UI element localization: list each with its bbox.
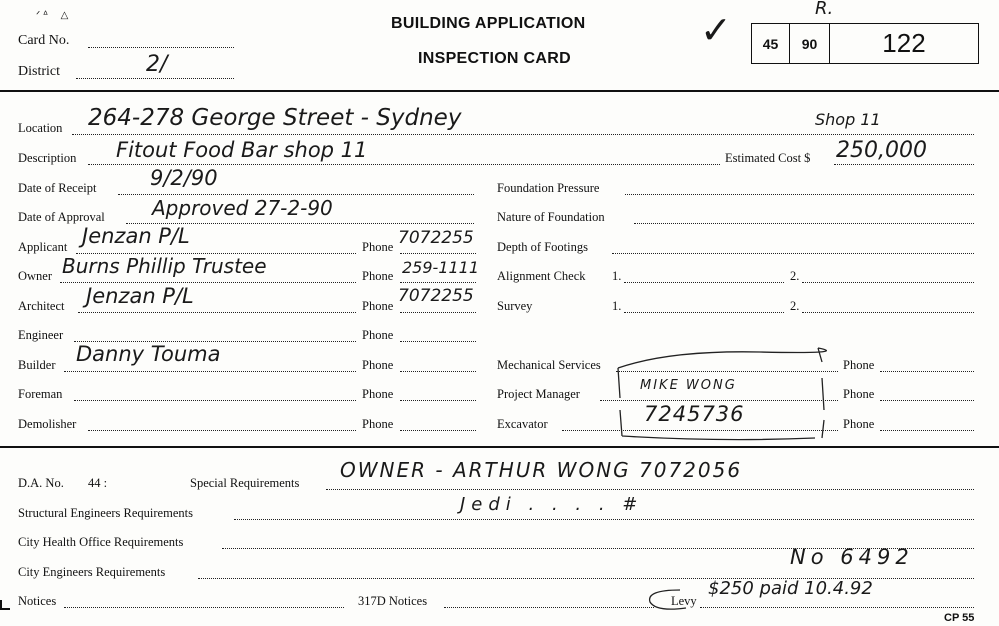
estimated-cost-value: 250,000: [836, 138, 927, 163]
builder-phone-label: Phone: [362, 358, 394, 372]
architect-line: [78, 312, 356, 313]
excavator-phone-label: Phone: [843, 417, 875, 431]
survey-line1: [624, 312, 784, 313]
foreman-phone-label: Phone: [362, 387, 394, 401]
location-label: Location: [18, 121, 63, 135]
nature-of-foundation-label: Nature of Foundation: [497, 210, 605, 224]
owner-phone-label: Phone: [362, 269, 394, 283]
box-annotation: R.: [815, 0, 834, 19]
health-label: City Health Office Requirements: [18, 535, 184, 549]
card-number-box: [751, 23, 979, 64]
levy-label: Levy: [671, 594, 697, 608]
architect-value: Jenzan P/L: [86, 284, 194, 308]
foreman-line: [74, 400, 356, 401]
mechanical-phone-label: Phone: [843, 358, 875, 372]
handdrawn-box: [610, 338, 840, 448]
foreman-phone-line: [400, 400, 476, 401]
district-line: [76, 78, 234, 79]
owner-value: Burns Phillip Trustee: [62, 254, 267, 278]
notices-line: [64, 607, 344, 608]
demolisher-phone-label: Phone: [362, 417, 394, 431]
alignment-line2: [802, 282, 974, 283]
mechanical-services-label: Mechanical Services: [497, 358, 601, 372]
excavator-label: Excavator: [497, 417, 548, 431]
form-code: CP 55: [944, 612, 975, 624]
city-engineers-label: City Engineers Requirements: [18, 565, 166, 579]
estimated-cost-label: Estimated Cost $: [725, 151, 811, 165]
survey-num2: 2.: [790, 299, 800, 313]
architect-phone-label: Phone: [362, 299, 394, 313]
structural-label: Structural Engineers Requirements: [18, 506, 193, 520]
architect-phone-line: [400, 312, 476, 313]
applicant-phone-label: Phone: [362, 240, 394, 254]
date-of-receipt-line: [118, 194, 474, 195]
engineer-label: Engineer: [18, 328, 64, 342]
builder-phone-line: [400, 371, 476, 372]
description-label: Description: [18, 151, 77, 165]
district-value: 2/: [146, 52, 168, 77]
notices-317d-line: [444, 607, 654, 608]
applicant-label: Applicant: [18, 240, 68, 254]
structural-line: [234, 519, 974, 520]
survey-label: Survey: [497, 299, 533, 313]
special-requirements-line: [326, 489, 974, 490]
depth-of-footings-label: Depth of Footings: [497, 240, 588, 254]
survey-num1: 1.: [612, 299, 622, 313]
header-scribble: ᐟ ᐞ △: [36, 10, 69, 21]
demolisher-phone-line: [400, 430, 476, 431]
special-requirements-label: Special Requirements: [190, 476, 300, 490]
da-no-value: 44 :: [88, 476, 108, 490]
divider-middle: [0, 446, 999, 448]
alignment-check-label: Alignment Check: [497, 269, 586, 283]
foundation-pressure-line: [625, 194, 974, 195]
project-manager-value: MIKE WONG: [640, 378, 737, 393]
applicant-value: Jenzan P/L: [82, 224, 190, 248]
alignment-line1: [624, 282, 784, 283]
district-label: District: [18, 64, 60, 79]
alignment-num2: 2.: [790, 269, 800, 283]
applicant-phone-line: [400, 253, 476, 254]
project-manager-label: Project Manager: [497, 387, 580, 401]
owner-phone-line: [400, 282, 476, 283]
box-cell-3: 122: [882, 28, 926, 58]
demolisher-label: Demolisher: [18, 417, 77, 431]
excavator-value: 7245736: [644, 402, 745, 426]
corner-mark: [0, 600, 10, 610]
builder-label: Builder: [18, 358, 56, 372]
survey-line2: [802, 312, 974, 313]
mechanical-phone-line: [880, 371, 974, 372]
location-note: Shop 11: [815, 110, 881, 129]
pm-phone-label: Phone: [843, 387, 875, 401]
notices-317d-label: 317D Notices: [358, 594, 428, 608]
card-no-line: [88, 47, 234, 48]
divider-top: [0, 90, 999, 92]
excavator-phone-line: [880, 430, 974, 431]
date-of-approval-value: Approved 27-2-90: [152, 196, 333, 220]
notices-label: Notices: [18, 594, 57, 608]
applicant-phone-value: 7072255: [398, 228, 474, 248]
special-requirements-line2: Jedi . . . . #: [460, 494, 644, 515]
city-engineers-value: No 6492: [790, 545, 914, 569]
engineer-phone-line: [400, 341, 476, 342]
box-cell-1: 45: [752, 24, 790, 63]
engineer-phone-label: Phone: [362, 328, 394, 342]
owner-line: [60, 282, 356, 283]
card-no-label: Card No.: [18, 33, 70, 48]
nature-of-foundation-line: [634, 223, 974, 224]
special-requirements-value: OWNER - ARTHUR WONG 7072056: [340, 458, 743, 482]
owner-label: Owner: [18, 269, 53, 283]
title-line2: INSPECTION CARD: [418, 50, 571, 67]
builder-value: Danny Touma: [76, 342, 221, 366]
demolisher-line: [88, 430, 356, 431]
depth-of-footings-line: [612, 253, 974, 254]
pm-phone-line: [880, 400, 974, 401]
da-no-label: D.A. No.: [18, 476, 64, 490]
date-of-receipt-label: Date of Receipt: [18, 181, 97, 195]
date-of-receipt-value: 9/2/90: [150, 166, 218, 190]
tick-mark: ✓: [700, 8, 732, 52]
location-line: [72, 134, 974, 135]
architect-label: Architect: [18, 299, 65, 313]
estimated-cost-line: [834, 164, 974, 165]
foreman-label: Foreman: [18, 387, 63, 401]
description-line: [88, 164, 720, 165]
architect-phone-value: 7072255: [398, 286, 474, 306]
title-line1: BUILDING APPLICATION: [391, 15, 586, 32]
date-of-approval-label: Date of Approval: [18, 210, 105, 224]
description-value: Fitout Food Bar shop 11: [116, 138, 368, 162]
levy-line: [700, 607, 974, 608]
box-cell-2: 90: [790, 24, 830, 63]
location-value: 264-278 George Street - Sydney: [88, 105, 462, 131]
builder-line: [64, 371, 356, 372]
foundation-pressure-label: Foundation Pressure: [497, 181, 600, 195]
alignment-num1: 1.: [612, 269, 622, 283]
owner-phone-value: 259-1111: [402, 258, 480, 277]
levy-value: $250 paid 10.4.92: [708, 578, 873, 599]
